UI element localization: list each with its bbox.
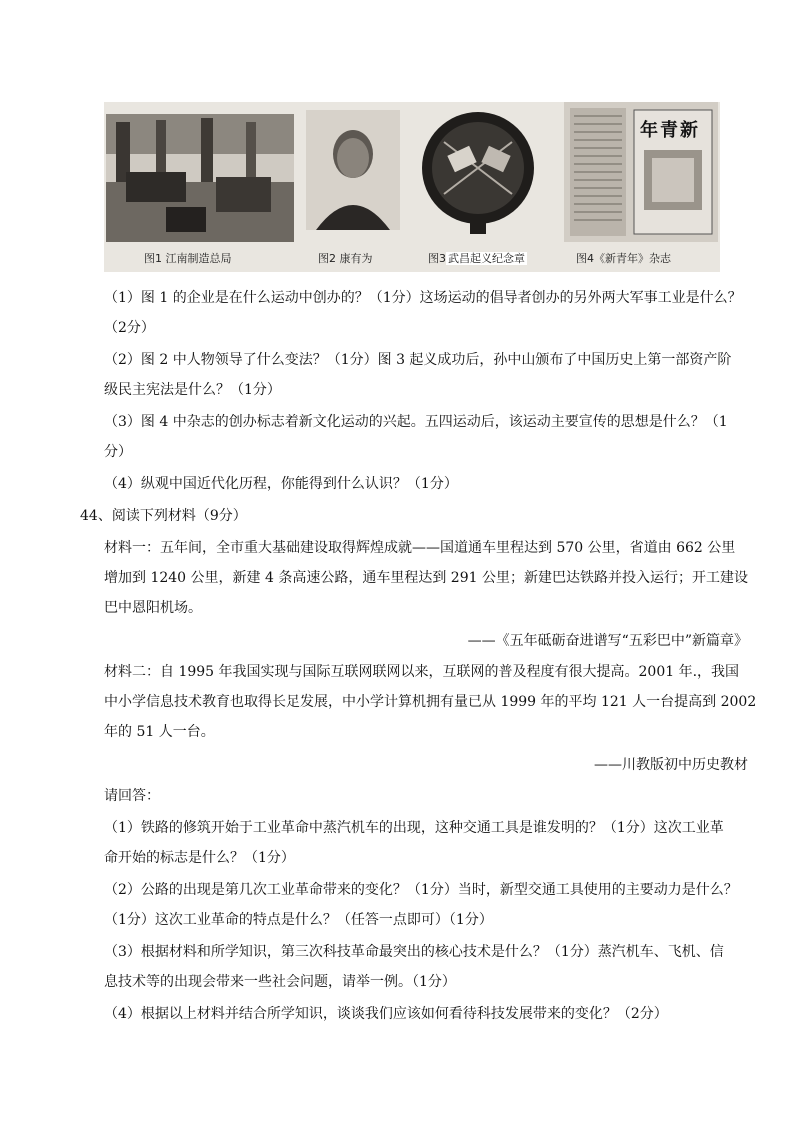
q44-4-line: （4）根据以上材料并结合所学知识，谈谈我们应该如何看待科技发展带来的变化？（2分） [104, 1006, 668, 1022]
q43-1-line-b: （2分） [104, 320, 155, 336]
q43-2-line-a: （2）图 2 中人物领导了什么变法？（1分）图 3 起义成功后，孙中山颁布了中国历史上第一部资产阶 [104, 352, 732, 368]
q43-2-line-b: 级民主宪法是什么？（1分） [104, 382, 281, 398]
material-1-line-c: 巴中恩阳机场。 [104, 600, 202, 616]
magazine-masthead: 年青新 [640, 120, 700, 141]
q44-1-line-a: （1）铁路的修筑开始于工业革命中蒸汽机车的出现，这种交通工具是谁发明的？（1分）这次工业革 [104, 820, 724, 836]
figure-2-caption: 图2 康有为 [318, 252, 373, 265]
q44-2-line-b: （1分）这次工业革命的特点是什么？（任答一点即可）（1分） [104, 912, 493, 928]
material-1-source: ——《五年砥砺奋进谱写“五彩巴中”新篇章》 [467, 633, 748, 649]
q43-3-line-a: （3）图 4 中杂志的创办标志着新文化运动的兴起。五四运动后，该运动主要宣传的思想是什么？（1 [104, 414, 728, 430]
q43-3-line-b: 分） [104, 444, 132, 460]
kang-youwei-portrait [306, 102, 400, 230]
material-2-line-b: 中小学信息技术教育也取得长足发展，中小学计算机拥有量已从 1999 年的平均 121 人一台提高到 2002 [104, 694, 757, 710]
q44-1-line-b: 命开始的标志是什么？（1分） [104, 850, 295, 866]
material-2-source: ——川教版初中历史教材 [594, 757, 748, 773]
q44-2-line-a: （2）公路的出现是第几次工业革命带来的变化？（1分）当时，新型交通工具使用的主要动力是什么？ [104, 882, 738, 898]
material-1-line-a: 材料一：五年间，全市重大基础建设取得辉煌成就——国道通车里程达到 570 公里，省道由 662 公里 [104, 540, 736, 556]
material-2-line-c: 年的 51 人一台。 [104, 724, 215, 740]
material-2-line-a: 材料二：自 1995 年我国实现与国际互联网联网以来，互联网的普及程度有很大提高。2001 年.，我国 [104, 664, 740, 680]
jiangnan-arsenal-photo [106, 102, 294, 242]
q44-3-line-a: （3）根据材料和所学知识，第三次科技革命最突出的核心技术是什么？（1分）蒸汽机车、飞机、信 [104, 944, 724, 960]
figure-4-caption: 图4《新青年》杂志 [576, 252, 671, 265]
material-1-line-b: 增加到 1240 公里，新建 4 条高速公路，通车里程达到 291 公里；新建巴达铁路并投入运行；开工建设 [104, 570, 748, 586]
figure-strip [104, 102, 720, 272]
q43-4-line: （4）纵观中国近代化历程，你能得到什么认识？（1分） [104, 476, 458, 492]
q44-3-line-b: 息技术等的出现会带来一些社会问题，请举一例。（1分） [104, 974, 456, 990]
q43-1-line-a: （1）图 1 的企业是在什么运动中创办的？（1分）这场运动的倡导者创办的另外两大军事工业是什么？ [104, 290, 742, 306]
answer-prompt: 请回答： [104, 788, 160, 804]
wuchang-uprising-medal [422, 102, 542, 242]
figure-1-caption: 图1 江南制造总局 [144, 252, 232, 265]
q44-heading: 44、阅读下列材料（9分） [80, 508, 247, 524]
figure-3-caption: 图3 武昌起义纪念章 [428, 252, 525, 265]
